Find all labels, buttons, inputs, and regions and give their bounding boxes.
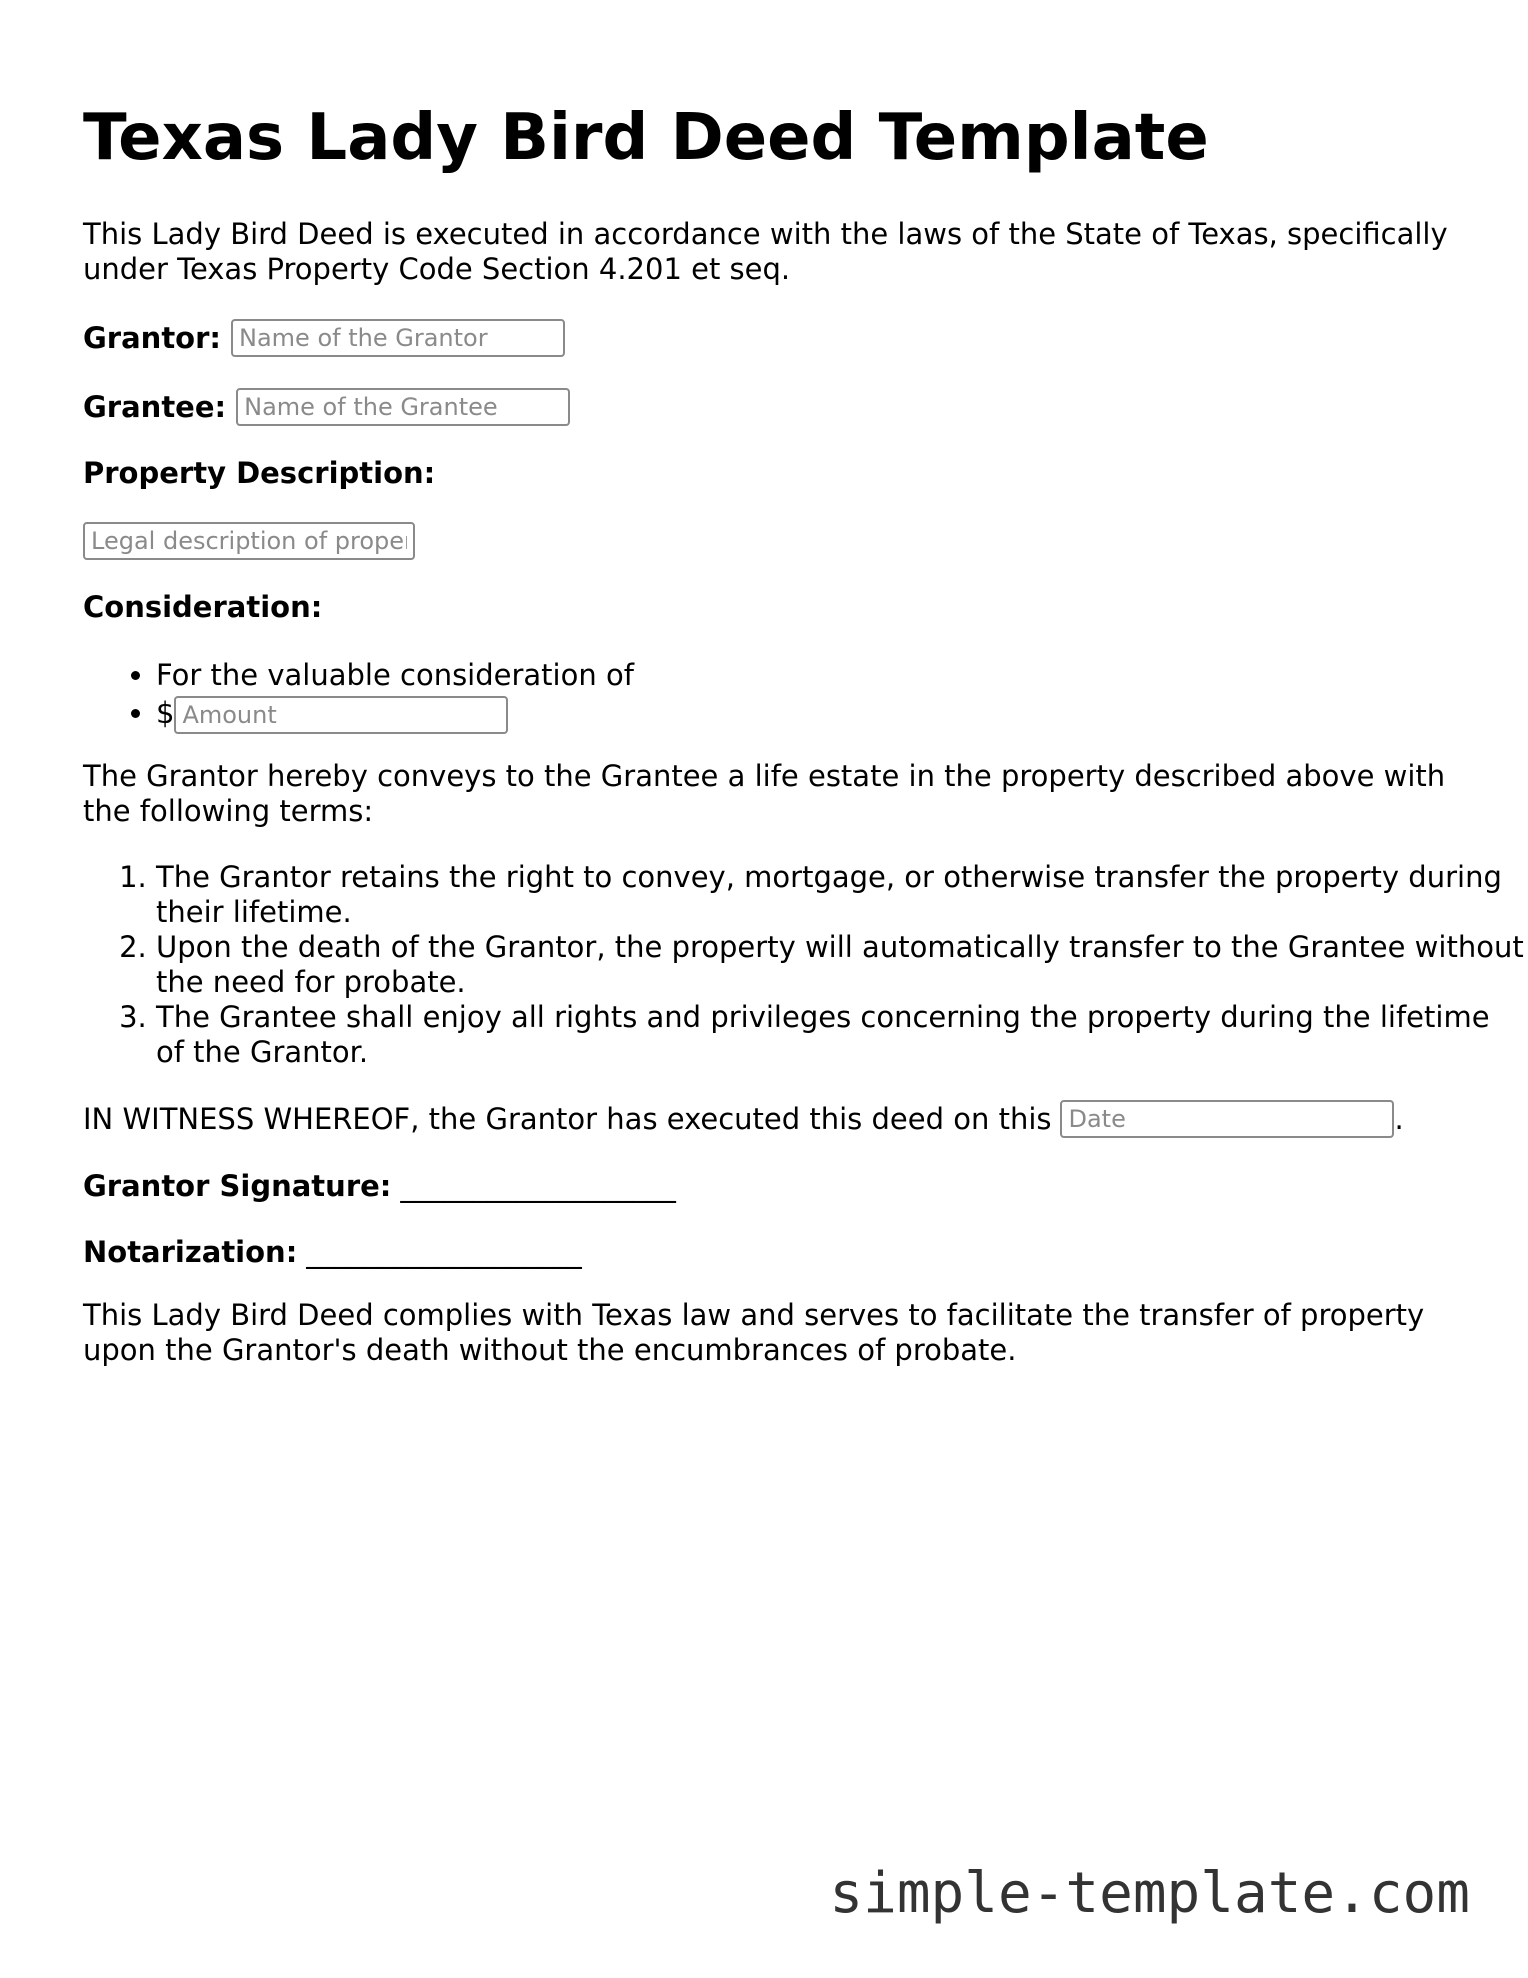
property-row (83, 522, 415, 560)
signature-label: Grantor Signature: (83, 1169, 392, 1203)
list-item: 1. The Grantor retains the right to convey, mortgage, or otherwise transfer the property during their lifetime. (156, 860, 1526, 930)
notarization-row (83, 1233, 582, 1271)
list-item (156, 694, 634, 734)
page-title: Texas Lady Bird Deed Template (83, 101, 1209, 175)
grantee-input[interactable] (236, 388, 570, 426)
grantor-label: Grantor: (83, 321, 222, 355)
amount-input[interactable] (174, 696, 508, 734)
list-item: 3. The Grantee shall enjoy all rights and privileges concerning the property during the lifetime of the Grantor. (156, 1000, 1526, 1070)
currency-symbol: $ (156, 696, 175, 730)
signature-row (83, 1167, 676, 1205)
property-description-input[interactable] (83, 522, 415, 560)
notarization-label: Notarization: (83, 1235, 298, 1269)
witness-text: IN WITNESS WHEREOF, the Grantor has executed this deed on this (83, 1102, 1052, 1136)
consideration-label: Consideration: (83, 590, 323, 624)
signature-line: ___________________ (400, 1169, 676, 1203)
grantor-input[interactable] (231, 319, 565, 357)
date-input[interactable] (1060, 1100, 1394, 1138)
grantor-row (83, 319, 565, 357)
consideration-text: For the valuable consideration of (156, 658, 634, 692)
closing-paragraph: This Lady Bird Deed complies with Texas law and serves to facilitate the transfer of property upon the Grantor's death without the encumbrances of probate. (83, 1298, 1425, 1367)
list-item (156, 656, 634, 694)
notarization-line: ___________________ (306, 1235, 582, 1269)
footer-brand: simple-template.com (829, 1861, 1470, 1926)
grantee-row (83, 388, 570, 426)
intro-paragraph: This Lady Bird Deed is executed in accordance with the laws of the State of Texas, specifically under Texas Property Code Section 4.201 et seq. (83, 217, 1448, 286)
list-item: 2. Upon the death of the Grantor, the property will automatically transfer to the Grantee without the need for probate. (156, 930, 1526, 1000)
consideration-list (83, 656, 634, 734)
witness-row (83, 1100, 1404, 1138)
grantee-label: Grantee: (83, 390, 227, 424)
conveyance-paragraph: The Grantor hereby conveys to the Grantee a life estate in the property described above with the following terms: (83, 759, 1446, 828)
witness-period: . (1394, 1102, 1404, 1136)
terms-list (83, 860, 1526, 1070)
property-description-label: Property Description: (83, 456, 436, 490)
